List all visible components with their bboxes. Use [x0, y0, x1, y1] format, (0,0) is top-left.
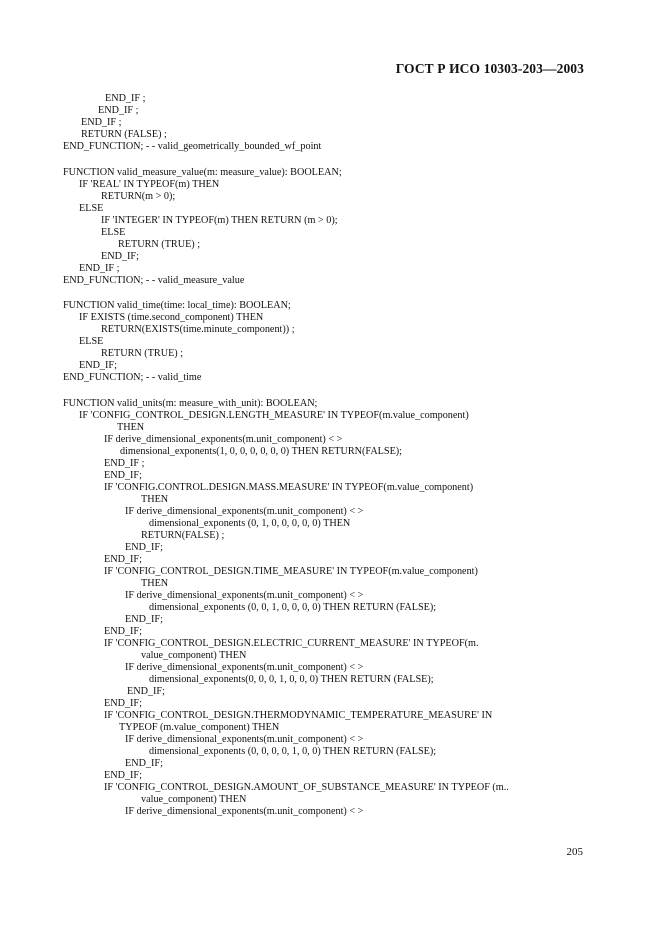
page-number: 205	[566, 846, 583, 858]
code-line: END_IF;	[127, 686, 165, 697]
code-line: dimensional_exponents(1, 0, 0, 0, 0, 0, 0) THEN RETURN(FALSE);	[120, 446, 403, 457]
code-line: END_IF;	[125, 614, 163, 625]
code-line: ELSE	[101, 227, 126, 238]
code-line: IF derive_dimensional_exponents(m.unit_component) < >	[125, 734, 364, 745]
code-line: RETURN(m > 0);	[101, 191, 176, 202]
code-line: THEN	[141, 578, 169, 589]
code-line: FUNCTION valid_units(m: measure_with_unit): BOOLEAN;	[63, 398, 318, 409]
code-line: END_IF ;	[81, 117, 122, 128]
code-line: IF 'CONFIG_CONTROL_DESIGN.THERMODYNAMIC_TEMPERATURE_MEASURE' IN	[104, 710, 493, 721]
code-line: IF derive_dimensional_exponents(m.unit_component) < >	[125, 662, 364, 673]
code-line: IF 'CONFIG_CONTROL_DESIGN.AMOUNT_OF_SUBSTANCE_MEASURE' IN TYPEOF (m..	[104, 782, 509, 793]
code-line: RETURN (FALSE) ;	[81, 129, 167, 140]
code-line: END_IF;	[79, 360, 117, 371]
code-line: IF derive_dimensional_exponents(m.unit_component) < >	[125, 590, 364, 601]
code-line: IF derive_dimensional_exponents(m.unit_component) < >	[125, 806, 364, 817]
code-line: TYPEOF (m.value_component) THEN	[119, 722, 280, 733]
code-line: dimensional_exponents(0, 0, 0, 1, 0, 0, 0) THEN RETURN (FALSE);	[149, 674, 434, 685]
code-line: END_FUNCTION; - - valid_measure_value	[63, 275, 245, 286]
code-line: THEN	[141, 494, 169, 505]
code-line: IF 'REAL' IN TYPEOF(m) THEN	[79, 179, 220, 190]
code-line: END_IF;	[125, 542, 163, 553]
code-line: END_FUNCTION; - - valid_time	[63, 372, 202, 383]
code-line: ELSE	[79, 203, 104, 214]
code-line: IF 'CONFIG_CONTROL_DESIGN.ELECTRIC_CURRENT_MEASURE' IN TYPEOF(m.	[104, 638, 479, 649]
code-line: ELSE	[79, 336, 104, 347]
code-line: FUNCTION valid_measure_value(m: measure_value): BOOLEAN;	[63, 167, 342, 178]
code-line: FUNCTION valid_time(time: local_time): BOOLEAN;	[63, 300, 291, 311]
code-line: IF EXISTS (time.second_component) THEN	[79, 312, 264, 323]
code-line: END_IF;	[101, 251, 139, 262]
code-line: END_IF;	[104, 698, 142, 709]
code-line: dimensional_exponents (0, 0, 0, 0, 1, 0, 0) THEN RETURN (FALSE);	[149, 746, 437, 757]
code-line: END_IF ;	[79, 263, 120, 274]
code-line: IF 'CONFIG_CONTROL_DESIGN.LENGTH_MEASURE' IN TYPEOF(m.value_component)	[79, 410, 469, 421]
code-line: END_IF;	[104, 554, 142, 565]
code-line: END_IF;	[104, 626, 142, 637]
code-line: END_IF ;	[98, 105, 139, 116]
code-line: IF derive_dimensional_exponents(m.unit_component) < >	[104, 434, 343, 445]
code-line: END_IF;	[125, 758, 163, 769]
code-line: END_IF ;	[104, 458, 145, 469]
code-line: END_IF;	[104, 470, 142, 481]
code-line: END_IF ;	[105, 93, 146, 104]
code-line: END_IF;	[104, 770, 142, 781]
code-line: END_FUNCTION; - - valid_geometrically_bounded_wf_point	[63, 141, 322, 152]
code-line: dimensional_exponents (0, 0, 1, 0, 0, 0, 0) THEN RETURN (FALSE);	[149, 602, 437, 613]
code-line: RETURN (TRUE) ;	[118, 239, 201, 250]
code-line: value_component) THEN	[141, 794, 247, 805]
code-line: dimensional_exponents (0, 1, 0, 0, 0, 0, 0) THEN	[149, 518, 351, 529]
code-line: RETURN (TRUE) ;	[101, 348, 184, 359]
code-line: RETURN(EXISTS(time.minute_component)) ;	[101, 324, 295, 335]
code-line: IF 'INTEGER' IN TYPEOF(m) THEN RETURN (m > 0);	[101, 215, 338, 226]
code-line: THEN	[117, 422, 145, 433]
code-line: IF derive_dimensional_exponents(m.unit_component) < >	[125, 506, 364, 517]
code-line: IF 'CONFIG_CONTROL_DESIGN.TIME_MEASURE' IN TYPEOF(m.value_component)	[104, 566, 478, 577]
code-line: value_component) THEN	[141, 650, 247, 661]
code-line: RETURN(FALSE) ;	[141, 530, 225, 541]
document-header-standard-id: ГОСТ Р ИСО 10303-203—2003	[395, 61, 584, 76]
code-line: IF 'CONFIG.CONTROL.DESIGN.MASS.MEASURE' IN TYPEOF(m.value_component)	[104, 482, 474, 493]
